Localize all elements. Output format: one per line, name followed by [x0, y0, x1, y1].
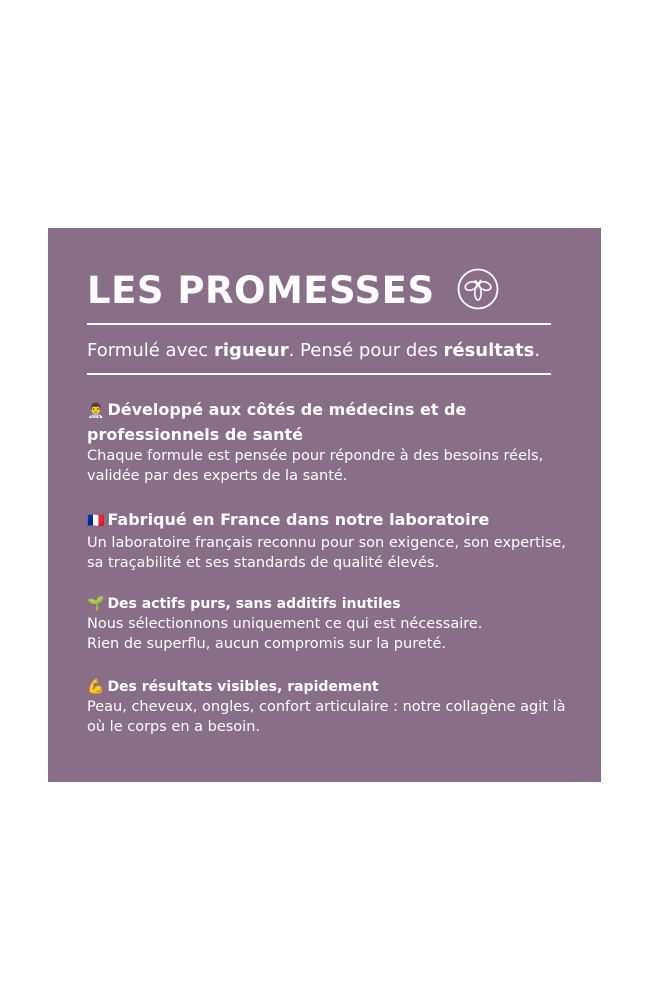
seedling-icon: 🌱	[87, 596, 105, 612]
promise-heading: 💪 Des résultats visibles, rapidement	[87, 679, 379, 695]
promise-body: Chaque formule est pensée pour répondre à des besoins réels, validée par des experts de la santé.	[87, 448, 544, 484]
flexed-biceps-icon: 💪	[87, 679, 105, 695]
card-title: LES PROMESSES	[87, 269, 435, 312]
doctor-icon: 👨‍⚕️	[87, 403, 105, 419]
promises-card	[48, 228, 601, 782]
france-flag-icon: 🇫🇷	[87, 513, 105, 529]
promise-body: Peau, cheveux, ongles, confort articulaire : notre collagène agit là où le corps en a besoin.	[87, 699, 566, 735]
promise-item-pure-actives	[87, 594, 567, 654]
promise-heading: 🇫🇷 Fabriqué en France dans notre laboratoire	[87, 510, 490, 529]
promise-item-results	[87, 677, 567, 737]
promise-body-line: Nous sélectionnons uniquement ce qui est nécessaire.	[87, 616, 483, 632]
promise-item-france	[87, 508, 567, 573]
promise-body: Un laboratoire français reconnu pour son exigence, son expertise, sa traçabilité et ses standards de qualité élevés.	[87, 535, 566, 571]
tagline: Formulé avec rigueur. Pensé pour des résultats.	[87, 340, 541, 361]
promise-body-line: Rien de superflu, aucun compromis sur la pureté.	[87, 636, 446, 652]
bee-icon	[457, 268, 499, 310]
promise-heading: 🌱 Des actifs purs, sans additifs inutiles	[87, 596, 401, 612]
divider-top	[87, 323, 551, 325]
divider-bottom	[87, 373, 551, 375]
promise-heading: 👨‍⚕️ Développé aux côtés de médecins et de professionnels de santé	[87, 400, 467, 444]
promise-item-doctors	[87, 398, 567, 486]
